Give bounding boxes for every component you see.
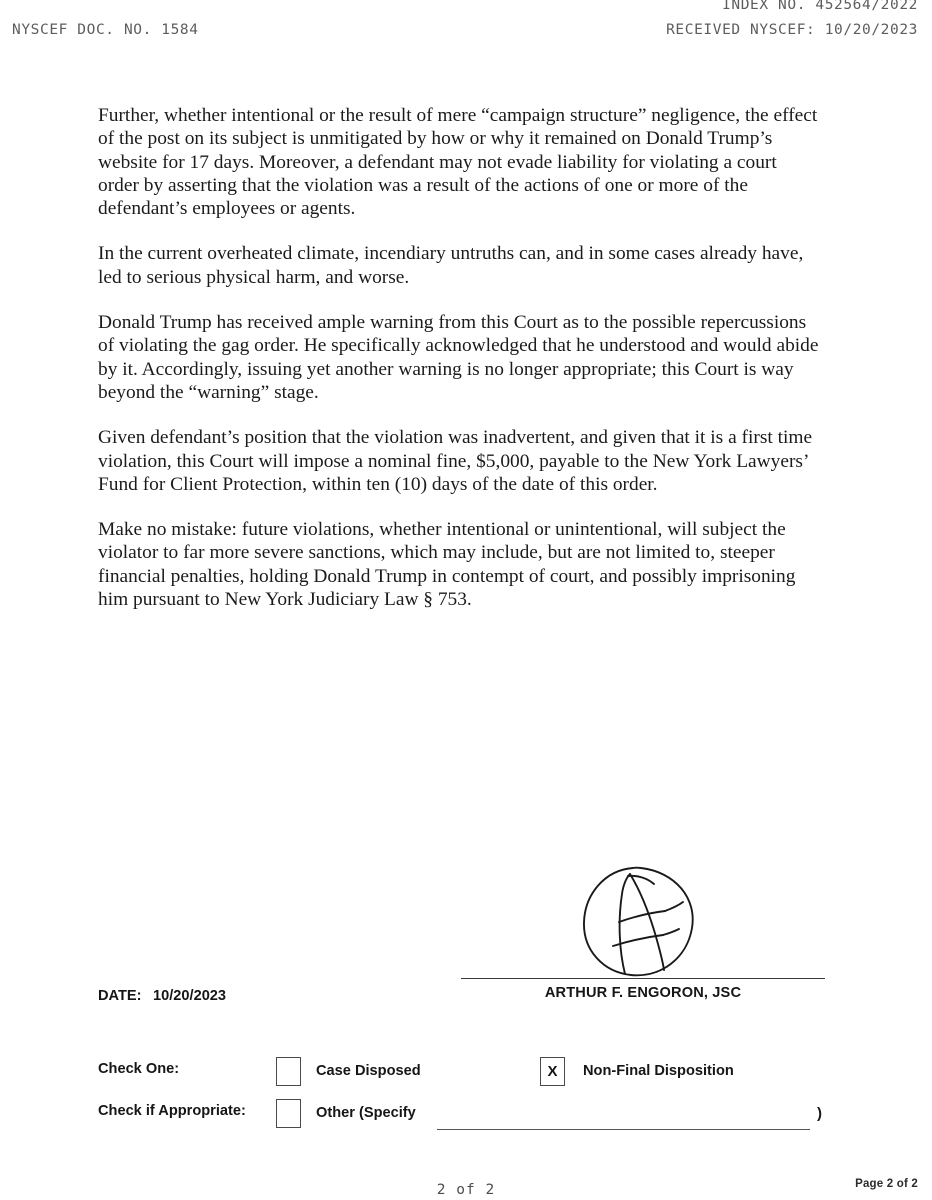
judge-name: ARTHUR F. ENGORON, JSC bbox=[544, 985, 742, 1001]
nyscef-doc-number-stamp: NYSCEF DOC. NO. 1584 bbox=[12, 22, 199, 38]
checkbox-case-disposed[interactable] bbox=[276, 1057, 301, 1086]
paragraph: In the current overheated climate, incendiary untruths can, and in some cases already have, led to serious physical harm, and worse. bbox=[98, 243, 804, 288]
disposition-form-block bbox=[98, 984, 858, 1122]
received-nyscef-stamp: RECEIVED NYSCEF: 10/20/2023 bbox=[666, 22, 918, 38]
document-body bbox=[98, 104, 820, 633]
paragraph: Donald Trump has received ample warning from this Court as to the possible repercussions of violating the gag order. He specifically acknowledged that he understood and would abide by it. Accordingly, issuing yet another warning is no longer appropriate; this Court is way beyond the “warning” stage. bbox=[98, 312, 819, 403]
paragraph: Make no mistake: future violations, whether intentional or unintentional, will subject the violator to far more severe sanctions, which may include, but are not limited to, steeper financial penalties, holding Donald Trump in contempt of court, and possibly imprisoning him pursuant to New York Judiciary Law § 753. bbox=[98, 519, 796, 611]
date-row bbox=[98, 984, 858, 1026]
date-label: DATE: bbox=[98, 988, 142, 1004]
page-label: Page 2 of 2 bbox=[855, 1178, 918, 1190]
closing-paren: ) bbox=[817, 1105, 822, 1122]
judge-signature-mark bbox=[575, 862, 705, 977]
paragraph: Further, whether intentional or the result of mere “campaign structure” negligence, the effect of the post on its subject is unmitigated by how or why it remained on Donald Trump’s website for 17 days. Moreover, a defendant may not evade liability for violating a court order by asserting that the violation was a result of the actions of one or more of the defendant’s employees or agents. bbox=[98, 105, 818, 220]
date-value: 10/20/2023 bbox=[153, 988, 227, 1004]
label-case-disposed: Case Disposed bbox=[316, 1063, 421, 1079]
signature-line bbox=[461, 978, 825, 979]
paragraph: Given defendant’s position that the violation was inadvertent, and given that it is a first time violation, this Court will impose a nominal fine, $5,000, payable to the New York Lawyers’ Fund for Client Protection, within ten (10) days of the date of this order. bbox=[98, 427, 813, 495]
check-one-row bbox=[98, 1026, 858, 1122]
label-non-final-disposition: Non-Final Disposition bbox=[583, 1063, 734, 1079]
other-specify-fill-line[interactable] bbox=[437, 1129, 810, 1130]
page-counter-stamp: 2 of 2 bbox=[436, 1182, 496, 1198]
label-other-specify: Other (Specify bbox=[316, 1105, 416, 1121]
check-if-appropriate-label: Check if Appropriate: bbox=[98, 1103, 246, 1119]
checkbox-other[interactable] bbox=[276, 1099, 301, 1128]
check-one-label: Check One: bbox=[98, 1061, 180, 1077]
nyscef-stamp-header bbox=[0, 0, 932, 48]
index-number-stamp: INDEX NO. 452564/2022 bbox=[722, 0, 918, 13]
checkbox-non-final-disposition[interactable]: X bbox=[540, 1057, 565, 1086]
